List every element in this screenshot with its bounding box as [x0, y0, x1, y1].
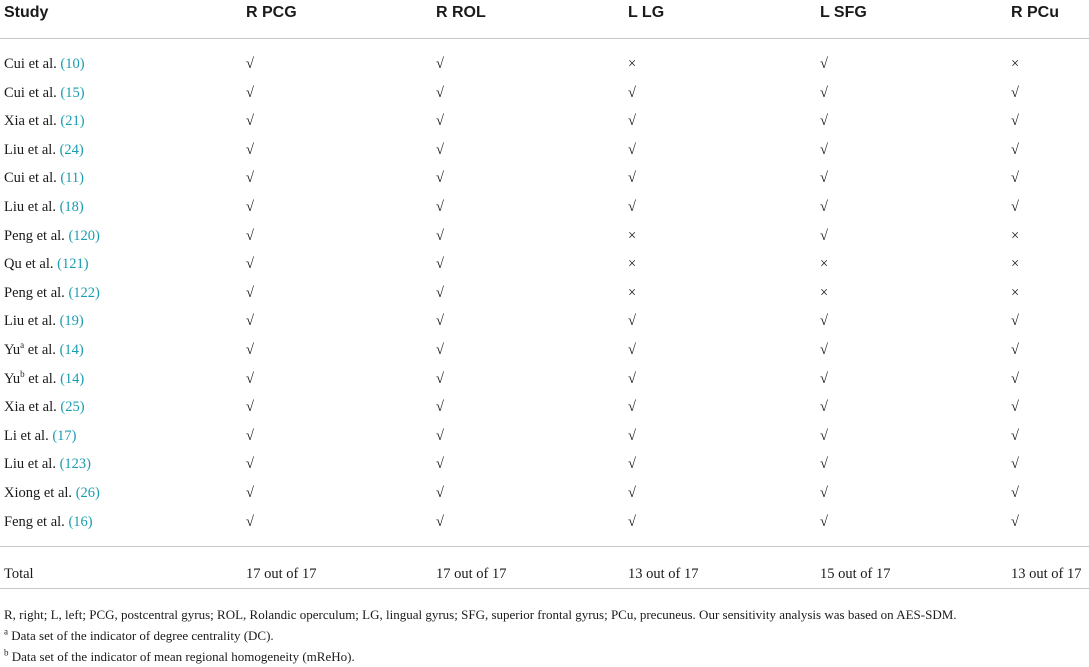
study-cell [4, 168, 84, 188]
check-icon-r-pcu: √ [1011, 170, 1019, 187]
check-icon-l-lg: √ [628, 399, 636, 416]
total-divider [0, 546, 1089, 547]
header-r-pcu: R PCu [1011, 4, 1059, 21]
check-icon-r-pcu: √ [1011, 485, 1019, 501]
check-icon-r-pcg: √ [246, 113, 254, 130]
check-icon-l-lg: √ [628, 199, 636, 215]
table-row [0, 54, 1089, 82]
check-icon-r-rol: √ [436, 370, 444, 387]
check-icon-l-sfg: √ [820, 456, 828, 473]
cross-icon-l-sfg: × [820, 256, 829, 273]
header-study: Study [4, 4, 49, 21]
study-superscript: b [20, 368, 25, 379]
table-row [0, 283, 1089, 311]
check-icon-r-pcg: √ [246, 313, 254, 330]
reference-link[interactable]: (24) [59, 141, 84, 158]
study-author: Xiong et al. [4, 485, 73, 501]
check-icon-l-sfg: √ [820, 370, 828, 387]
cross-icon-l-lg: × [628, 56, 637, 72]
total-l-lg: 13 out of 17 [628, 566, 699, 582]
study-superscript: a [20, 340, 25, 351]
check-icon-l-sfg: √ [820, 56, 828, 72]
check-icon-r-pcu: √ [1011, 513, 1019, 530]
study-author: Yu [4, 370, 21, 387]
study-author: Yu [4, 342, 21, 358]
study-cell [4, 483, 100, 503]
reference-link[interactable]: (26) [75, 485, 100, 501]
footnote-b-mark: b [4, 647, 9, 658]
footnote-a-text: Data set of the indicator of degree centrality (DC). [11, 628, 274, 643]
table-row [0, 168, 1089, 196]
study-author: Li et al. [4, 427, 49, 444]
cross-icon-l-lg: × [628, 227, 637, 244]
study-author: Peng et al. [4, 284, 65, 301]
check-icon-r-pcg: √ [246, 427, 254, 444]
check-icon-r-pcg: √ [246, 284, 254, 301]
study-author: Peng et al. [4, 227, 65, 244]
check-icon-r-pcg: √ [246, 56, 254, 72]
check-icon-r-pcg: √ [246, 141, 254, 158]
check-icon-r-pcg: √ [246, 84, 254, 101]
check-icon-r-rol: √ [436, 485, 444, 501]
footnote-a [4, 625, 1084, 646]
check-icon-r-rol: √ [436, 513, 444, 530]
check-icon-r-pcu: √ [1011, 84, 1019, 101]
check-icon-r-rol: √ [436, 170, 444, 187]
check-icon-l-sfg: √ [820, 227, 828, 244]
reference-link[interactable]: (122) [68, 284, 100, 301]
study-cell [4, 397, 85, 417]
check-icon-r-pcg: √ [246, 456, 254, 473]
header-divider [0, 38, 1089, 39]
check-icon-l-lg: √ [628, 141, 636, 158]
study-cell [4, 197, 84, 217]
study-author: Cui et al. [4, 56, 57, 72]
check-icon-r-pcu: √ [1011, 342, 1019, 358]
table-row [0, 311, 1089, 339]
reference-link[interactable]: (120) [68, 227, 100, 244]
header-r-pcg: R PCG [246, 4, 297, 21]
table-footnotes [4, 604, 1084, 667]
table-row [0, 483, 1089, 511]
check-icon-r-pcg: √ [246, 513, 254, 530]
check-icon-r-rol: √ [436, 313, 444, 330]
study-author: Feng et al. [4, 513, 65, 530]
check-icon-r-rol: √ [436, 342, 444, 358]
total-l-sfg: 15 out of 17 [820, 566, 891, 582]
check-icon-l-sfg: √ [820, 199, 828, 215]
check-icon-l-lg: √ [628, 427, 636, 444]
check-icon-r-pcu: √ [1011, 427, 1019, 444]
check-icon-r-pcg: √ [246, 199, 254, 215]
check-icon-l-sfg: √ [820, 113, 828, 130]
study-author: Xia et al. [4, 113, 57, 130]
reference-link[interactable]: (11) [60, 170, 85, 187]
study-cell [4, 369, 84, 389]
study-author: Qu et al. [4, 256, 54, 273]
check-icon-l-lg: √ [628, 485, 636, 501]
table-row [0, 197, 1089, 225]
study-cell [4, 311, 84, 331]
check-icon-l-sfg: √ [820, 313, 828, 330]
bottom-rule [0, 588, 1089, 589]
check-icon-r-pcu: √ [1011, 370, 1019, 387]
check-icon-r-rol: √ [436, 399, 444, 416]
check-icon-l-lg: √ [628, 170, 636, 187]
check-icon-r-pcg: √ [246, 256, 254, 273]
study-author-suffix: et al. [24, 370, 57, 387]
table-row [0, 254, 1089, 282]
footnote-abbreviations: R, right; L, left; PCG, postcentral gyrus; ROL, Rolandic operculum; LG, lingual gyrus; SFG, superior frontal gyrus; PCu, precuneus. Our sensitivity analysis was based on AES-SDM. [4, 607, 957, 622]
study-author: Liu et al. [4, 456, 56, 473]
table-row [0, 512, 1089, 540]
header-l-sfg: L SFG [820, 4, 867, 21]
study-cell [4, 83, 85, 103]
study-cell [4, 454, 91, 474]
check-icon-l-sfg: √ [820, 427, 828, 444]
check-icon-r-pcg: √ [246, 227, 254, 244]
cross-icon-r-pcu: × [1011, 284, 1020, 301]
check-icon-r-pcu: √ [1011, 456, 1019, 473]
header-r-rol: R ROL [436, 4, 486, 21]
table-row [0, 111, 1089, 139]
study-cell [4, 54, 85, 74]
check-icon-r-rol: √ [436, 141, 444, 158]
table-row [0, 140, 1089, 168]
table-row [0, 340, 1089, 368]
check-icon-l-lg: √ [628, 513, 636, 530]
check-icon-l-sfg: √ [820, 513, 828, 530]
reference-link[interactable]: (10) [60, 56, 85, 72]
table-row [0, 83, 1089, 111]
check-icon-r-pcg: √ [246, 370, 254, 387]
table-header [0, 0, 1089, 38]
check-icon-l-sfg: √ [820, 399, 828, 416]
study-cell [4, 254, 89, 274]
table-row [0, 397, 1089, 425]
study-author: Xia et al. [4, 399, 57, 416]
reference-link[interactable]: (17) [52, 427, 77, 444]
check-icon-r-pcu: √ [1011, 399, 1019, 416]
check-icon-l-sfg: √ [820, 485, 828, 501]
header-l-lg: L LG [628, 4, 665, 21]
total-label: Total [4, 566, 34, 582]
study-cell [4, 340, 84, 360]
footnote-b-text: Data set of the indicator of mean regional homogeneity (mReHo). [11, 649, 355, 664]
check-icon-l-lg: √ [628, 313, 636, 330]
total-r-pcu: 13 out of 17 [1011, 566, 1082, 582]
study-author-suffix: et al. [24, 342, 56, 358]
reference-link[interactable]: (16) [68, 513, 93, 530]
check-icon-r-rol: √ [436, 284, 444, 301]
study-cell [4, 111, 85, 131]
reference-link[interactable]: (14) [59, 342, 84, 358]
check-icon-r-pcu: √ [1011, 313, 1019, 330]
check-icon-r-pcg: √ [246, 485, 254, 501]
check-icon-r-rol: √ [436, 427, 444, 444]
check-icon-r-pcu: √ [1011, 113, 1019, 130]
check-icon-l-sfg: √ [820, 84, 828, 101]
check-icon-r-pcg: √ [246, 399, 254, 416]
check-icon-l-sfg: √ [820, 170, 828, 187]
total-r-rol: 17 out of 17 [436, 566, 507, 582]
cross-icon-r-pcu: × [1011, 256, 1020, 273]
check-icon-l-lg: √ [628, 370, 636, 387]
table-row [0, 454, 1089, 482]
check-icon-l-lg: √ [628, 84, 636, 101]
check-icon-r-rol: √ [436, 199, 444, 215]
check-icon-l-lg: √ [628, 113, 636, 130]
study-cell [4, 426, 77, 446]
check-icon-r-rol: √ [436, 256, 444, 273]
study-cell [4, 226, 100, 246]
reference-link[interactable]: (18) [59, 199, 84, 215]
study-author: Liu et al. [4, 199, 56, 215]
reference-link[interactable]: (25) [60, 399, 85, 416]
check-icon-r-rol: √ [436, 456, 444, 473]
check-icon-l-lg: √ [628, 342, 636, 358]
study-cell [4, 283, 100, 303]
cross-icon-r-pcu: × [1011, 56, 1020, 72]
table-row [0, 369, 1089, 397]
check-icon-r-rol: √ [436, 227, 444, 244]
check-icon-l-sfg: √ [820, 342, 828, 358]
table-row [0, 426, 1089, 454]
cross-icon-r-pcu: × [1011, 227, 1020, 244]
check-icon-r-rol: √ [436, 84, 444, 101]
footnote-b [4, 646, 1084, 667]
check-icon-r-pcu: √ [1011, 141, 1019, 158]
check-icon-l-lg: √ [628, 456, 636, 473]
check-icon-r-rol: √ [436, 113, 444, 130]
check-icon-r-rol: √ [436, 56, 444, 72]
total-r-pcg: 17 out of 17 [246, 566, 317, 582]
reference-link[interactable]: (123) [59, 456, 91, 473]
study-cell [4, 140, 84, 160]
table-row [0, 226, 1089, 254]
study-author: Liu et al. [4, 313, 56, 330]
cross-icon-l-lg: × [628, 256, 637, 273]
reference-link[interactable]: (121) [57, 256, 89, 273]
study-author: Liu et al. [4, 141, 56, 158]
check-icon-l-sfg: √ [820, 141, 828, 158]
study-author: Cui et al. [4, 170, 57, 187]
check-icon-r-pcg: √ [246, 342, 254, 358]
check-icon-r-pcg: √ [246, 170, 254, 187]
study-author: Cui et al. [4, 84, 57, 101]
reference-link[interactable]: (14) [60, 370, 85, 387]
footnote-a-mark: a [4, 626, 8, 637]
reference-link[interactable]: (21) [60, 113, 85, 130]
study-cell [4, 512, 93, 532]
reference-link[interactable]: (19) [59, 313, 84, 330]
cross-icon-l-lg: × [628, 284, 637, 301]
cross-icon-l-sfg: × [820, 284, 829, 301]
reference-link[interactable]: (15) [60, 84, 85, 101]
check-icon-r-pcu: √ [1011, 199, 1019, 215]
